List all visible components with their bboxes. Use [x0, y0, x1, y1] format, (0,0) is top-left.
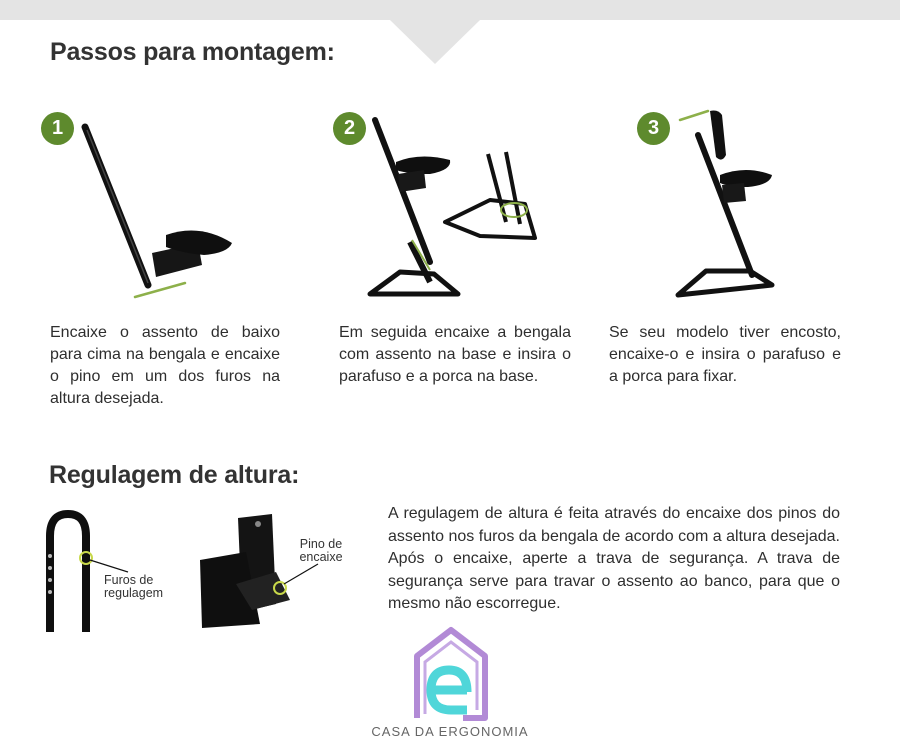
pin-callout: Pino de encaixe [299, 537, 343, 564]
step-2-illustration [360, 112, 560, 312]
height-description: A regulagem de altura é feita através do encaixe dos pinos do assento nos furos da bengala de acordo com a altura desejada. Após o encaixe, aperte a trava de segurança. A trava de segurança serve para travar o assento ao banco, para que o mesmo não escorregue. [388, 505, 840, 612]
step-1-text: Encaixe o assento de baixo para cima na bengala e encaixe o pino em um dos furos na altura desejada. [50, 324, 280, 407]
step-1-badge: 1 [41, 112, 74, 145]
step-3-text: Se seu modelo tiver encosto, encaixe-o e insira o parafuso e a porca para fixar. [609, 324, 841, 385]
top-banner-bar [0, 0, 900, 20]
assembly-title: Passos para montagem: [50, 38, 335, 66]
step-2-text: Em seguida encaixe a bengala com assento na base e insira o parafuso e a porca na base. [339, 324, 571, 385]
brand-name: CASA DA ERGONOMIA [371, 724, 529, 739]
cane-holes-illustration [40, 506, 180, 636]
seat-pin-illustration [196, 512, 336, 632]
step-3-illustration [660, 105, 860, 305]
step-1-illustration [70, 115, 270, 315]
banner-notch [390, 20, 480, 64]
casa-da-ergonomia-logo [405, 626, 495, 722]
height-title: Regulagem de altura: [49, 461, 300, 489]
step-2-badge: 2 [333, 112, 366, 145]
step-3-badge: 3 [637, 112, 670, 145]
holes-callout: Furos de regulagem [104, 573, 164, 600]
